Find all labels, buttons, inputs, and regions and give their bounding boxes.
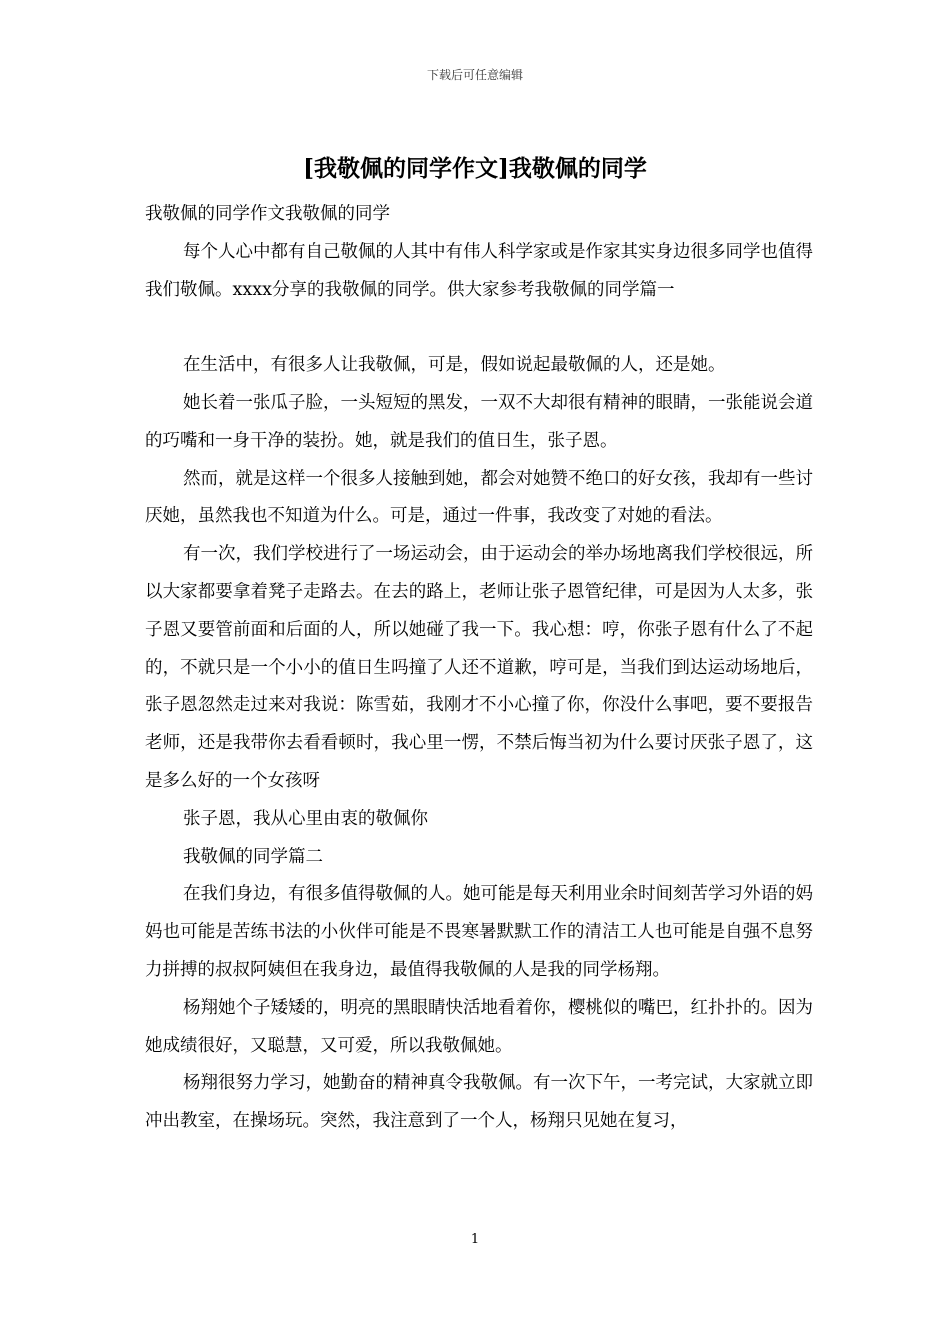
document-title: [我敬佩的同学作文]我敬佩的同学 (303, 155, 647, 182)
paragraph: 有一次，我们学校进行了一场运动会，由于运动会的举办场地离我们学校很远，所以大家都要拿着凳子走路去。在去的路上，老师让张子恩管纪律，可是因为人太多，张子恩又要管前面和后面的人，所以她碰了我一下。我心想：哼，你张子恩有什么了不起的，不就只是一个小小的值日生吗撞了人还不道歉，哼可是，当我们到达运动场地后，张子恩忽然走过来对我说：陈雪茹，我刚才不小心撞了你，你没什么事吧，要不要报告老师，还是我带你去看看顿时，我心里一愣，不禁后悔当初为什么要讨厌张子恩了，这是多么好的一个女孩呀 (145, 544, 813, 791)
paragraph: 杨翔她个子矮矮的，明亮的黑眼睛快活地看着你，樱桃似的嘴巴，红扑扑的。因为她成绩很好，又聪慧，又可爱，所以我敬佩她。 (145, 997, 813, 1056)
header-note: 下载后可任意编辑 (426, 68, 523, 82)
paragraph: 我敬佩的同学作文我敬佩的同学 (145, 204, 390, 224)
section-heading: 我敬佩的同学篇二 (183, 846, 323, 867)
paragraph: 然而，就是这样一个很多人接触到她，都会对她赞不绝口的好女孩，我却有一些讨厌她，虽然我也不知道为什么。可是，通过一件事，我改变了对她的看法。 (145, 468, 813, 527)
paragraph: 张子恩，我从心里由衷的敬佩你 (183, 808, 428, 829)
paragraph: 在我们身边，有很多值得敬佩的人。她可能是每天利用业余时间刻苦学习外语的妈妈也可能是苦练书法的小伙伴可能是不畏寒暑默默工作的清洁工人也可能是自强不息努力拼搏的叔叔阿姨但在我身边，最值得我敬佩的人是我的同学杨翔。 (145, 884, 813, 980)
paragraph: 杨翔很努力学习，她勤奋的精神真令我敬佩。有一次下午，一考完试，大家就立即冲出教室，在操场玩。突然，我注意到了一个人，杨翔只见她在复习， (145, 1073, 813, 1132)
paragraph: 每个人心中都有自己敬佩的人其中有伟人科学家或是作家其实身边很多同学也值得我们敬佩。xxxx分享的我敬佩的同学。供大家参考我敬佩的同学篇一 (145, 241, 813, 300)
paragraph: 在生活中，有很多人让我敬佩，可是，假如说起最敬佩的人，还是她。 (183, 355, 726, 376)
paragraph: 她长着一张瓜子脸，一头短短的黑发，一双不大却很有精神的眼睛，一张能说会道的巧嘴和一身干净的装扮。她，就是我们的值日生，张子恩。 (145, 392, 813, 451)
document-body (145, 196, 813, 1141)
page-number: 1 (470, 1232, 480, 1247)
